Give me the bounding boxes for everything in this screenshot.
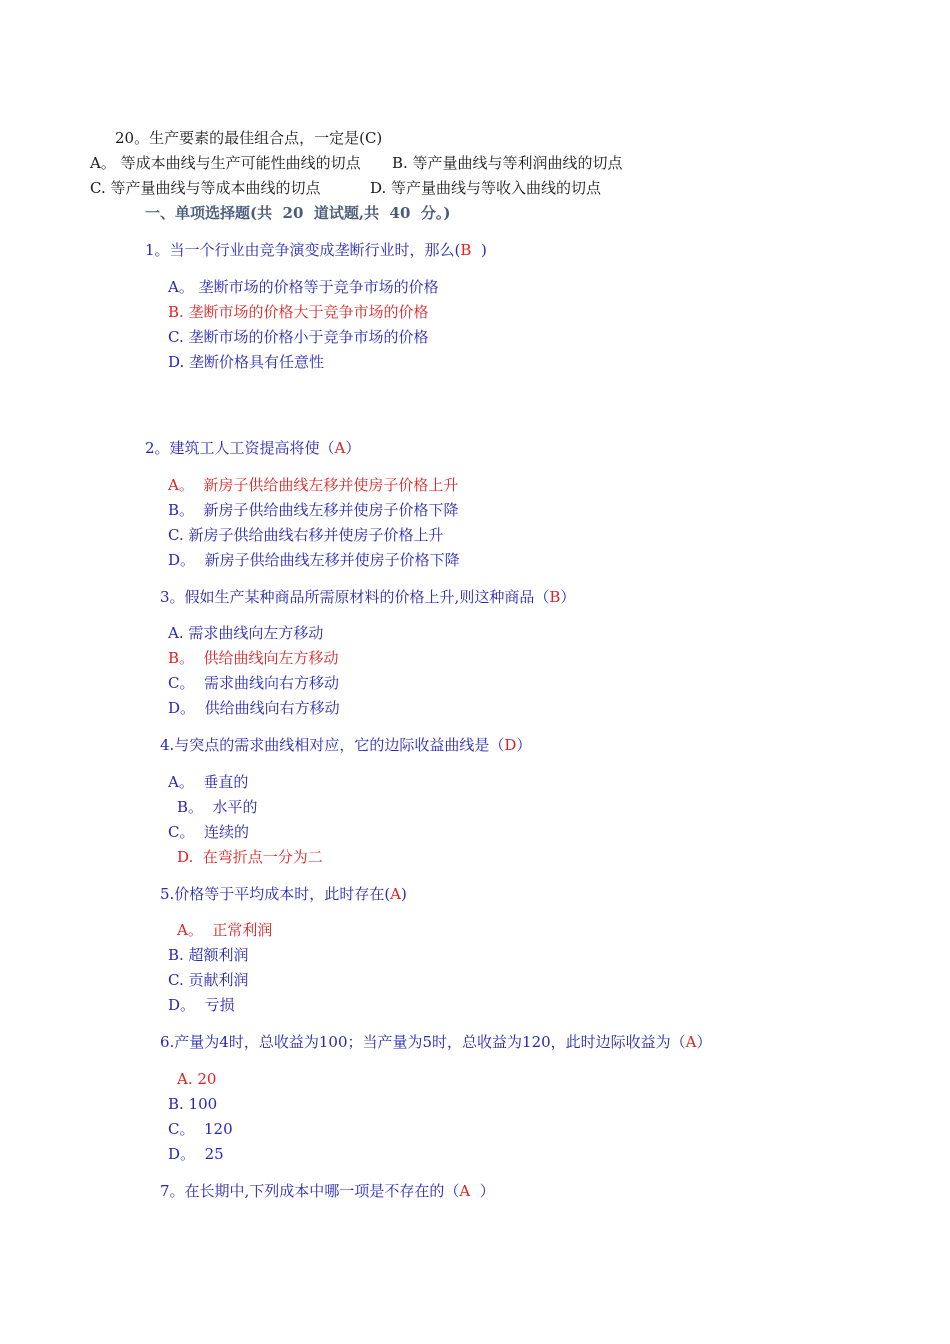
question-stem [145, 240, 487, 260]
answer-letter: B [549, 588, 561, 606]
question-stem [160, 1181, 495, 1201]
prev-question-stem: 20。生产要素的最佳组合点，一定是(C) [115, 129, 383, 147]
question-text: 2。建筑工人工资提高将使（ [145, 439, 335, 457]
answer-letter: A [459, 1182, 471, 1200]
question-text: 1。当一个行业由竞争演变成垄断行业时，那么( [145, 241, 461, 259]
section-header: 一、单项选择题(共 20 道试题,共 40 分。) [145, 204, 451, 222]
question-text: 7。在长期中,下列成本中哪一项是不存在的（ [160, 1182, 460, 1200]
option-c: C。 需求曲线向右方移动 [168, 674, 340, 692]
question-stem [160, 884, 407, 904]
option-c: C。 120 [168, 1120, 233, 1138]
option-a: A。 新房子供给曲线左移并使房子价格上升 [168, 476, 459, 494]
prev-option-d: D. 等产量曲线与等收入曲线的切点 [370, 179, 602, 197]
prev-option-a: A。 等成本曲线与生产可能性曲线的切点 [90, 154, 361, 172]
answer-letter: A [685, 1033, 697, 1051]
answer-letter: B [460, 241, 472, 259]
question-stem [160, 587, 575, 607]
answer-letter: A [390, 885, 402, 903]
option-d: D. 在弯折点一分为二 [177, 848, 323, 866]
question-close: ） [345, 439, 361, 457]
option-b: B。 水平的 [177, 798, 258, 816]
option-a: A. 需求曲线向左方移动 [168, 624, 324, 642]
option-b: B. 超额利润 [168, 946, 249, 964]
question-close: ） [470, 1182, 495, 1200]
question-close: ） [560, 588, 576, 606]
option-d: D。 25 [168, 1145, 224, 1163]
option-b: B. 垄断市场的价格大于竞争市场的价格 [168, 303, 429, 321]
answer-letter: A [334, 439, 346, 457]
option-c: C. 贡献利润 [168, 971, 249, 989]
option-a: A。 垄断市场的价格等于竞争市场的价格 [168, 278, 439, 296]
question-text: 4.与突点的需求曲线相对应，它的边际收益曲线是（ [160, 736, 505, 754]
option-c: C。 连续的 [168, 823, 250, 841]
question-close: ) [471, 241, 487, 259]
question-stem [160, 1032, 712, 1052]
option-c: C. 垄断市场的价格小于竞争市场的价格 [168, 328, 429, 346]
question-stem [145, 438, 360, 458]
prev-option-c: C. 等产量曲线与等成本曲线的切点 [90, 179, 321, 197]
question-close: ） [696, 1033, 712, 1051]
option-b: B。 供给曲线向左方移动 [168, 649, 339, 667]
option-d: D. 垄断价格具有任意性 [168, 353, 325, 371]
question-text: 3。假如生产某种商品所需原材料的价格上升,则这种商品（ [160, 588, 550, 606]
option-b: B. 100 [168, 1095, 218, 1113]
question-text: 6.产量为4时，总收益为100；当产量为5时，总收益为120，此时边际收益为（ [160, 1033, 686, 1051]
prev-option-b: B. 等产量曲线与等利润曲线的切点 [392, 154, 623, 172]
answer-letter: D [504, 736, 517, 754]
question-close: ） [516, 736, 532, 754]
option-d: D。 供给曲线向右方移动 [168, 699, 340, 717]
question-close: ) [401, 885, 407, 903]
option-c: C. 新房子供给曲线右移并使房子价格上升 [168, 526, 444, 544]
option-a: A. 20 [177, 1070, 217, 1088]
question-stem [160, 735, 531, 755]
option-a: A。 垂直的 [168, 773, 249, 791]
option-b: B。 新房子供给曲线左移并使房子价格下降 [168, 501, 459, 519]
option-d: D。 新房子供给曲线左移并使房子价格下降 [168, 551, 460, 569]
option-a: A。 正常利润 [177, 921, 273, 939]
question-text: 5.价格等于平均成本时，此时存在( [160, 885, 391, 903]
option-d: D。 亏损 [168, 996, 235, 1014]
